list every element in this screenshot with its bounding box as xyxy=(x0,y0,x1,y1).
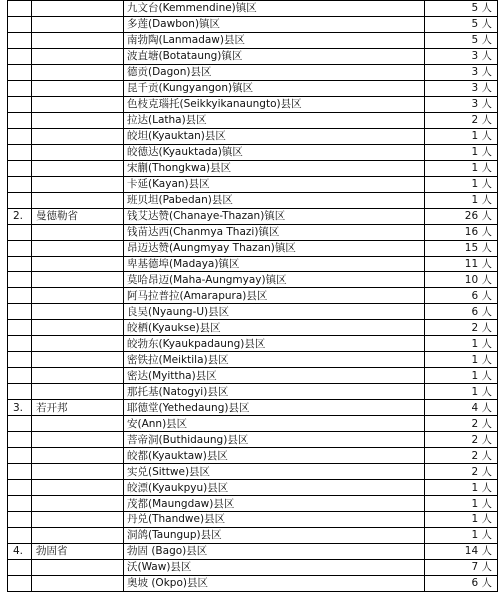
count-cell: 1 人 xyxy=(425,144,498,160)
count-cell: 16 人 xyxy=(425,224,498,240)
table-row xyxy=(8,96,498,112)
district-cell: 沃(Waw)县区 xyxy=(124,559,425,575)
row-number-cell xyxy=(8,144,32,160)
count-cell: 5 人 xyxy=(425,1,498,17)
state-cell xyxy=(32,448,124,464)
table-row xyxy=(8,256,498,272)
count-cell: 3 人 xyxy=(425,96,498,112)
count-cell: 1 人 xyxy=(425,128,498,144)
state-cell xyxy=(32,48,124,64)
table-row xyxy=(8,432,498,448)
district-table xyxy=(7,0,498,592)
row-number-cell xyxy=(8,432,32,448)
row-number-cell xyxy=(8,272,32,288)
row-number-cell xyxy=(8,304,32,320)
table-row xyxy=(8,160,498,176)
row-number-cell xyxy=(8,496,32,512)
district-cell: 阿马拉普拉(Amarapura)县区 xyxy=(124,288,425,304)
state-cell xyxy=(32,288,124,304)
state-cell xyxy=(32,575,124,591)
count-cell: 10 人 xyxy=(425,272,498,288)
row-number-cell xyxy=(8,48,32,64)
count-cell: 1 人 xyxy=(425,352,498,368)
count-cell: 3 人 xyxy=(425,80,498,96)
district-cell: 洞鸽(Taungup)县区 xyxy=(124,527,425,543)
table-row xyxy=(8,575,498,591)
district-cell: 拉达(Latha)县区 xyxy=(124,112,425,128)
row-number-cell xyxy=(8,384,32,400)
state-cell xyxy=(32,432,124,448)
district-cell: 卡延(Kayan)县区 xyxy=(124,176,425,192)
row-number-cell xyxy=(8,192,32,208)
state-cell xyxy=(32,384,124,400)
district-cell: 多莲(Dawbon)镇区 xyxy=(124,16,425,32)
district-cell: 密达(Myittha)县区 xyxy=(124,368,425,384)
state-cell xyxy=(32,352,124,368)
district-cell: 奥坡 (Okpo)县区 xyxy=(124,575,425,591)
count-cell: 1 人 xyxy=(425,527,498,543)
count-cell: 1 人 xyxy=(425,160,498,176)
row-number-cell xyxy=(8,128,32,144)
table-row xyxy=(8,336,498,352)
row-number-cell xyxy=(8,240,32,256)
table-row xyxy=(8,368,498,384)
district-cell: 勃固 (Bago)县区 xyxy=(124,543,425,559)
count-cell: 1 人 xyxy=(425,368,498,384)
state-cell xyxy=(32,144,124,160)
district-cell: 昂迈达赞(Aungmyay Thazan)镇区 xyxy=(124,240,425,256)
count-cell: 1 人 xyxy=(425,384,498,400)
district-cell: 九文台(Kemmendine)镇区 xyxy=(124,1,425,17)
table-row xyxy=(8,288,498,304)
table-row xyxy=(8,1,498,17)
row-number-cell xyxy=(8,256,32,272)
count-cell: 1 人 xyxy=(425,480,498,496)
district-cell: 安(Ann)县区 xyxy=(124,416,425,432)
row-number-cell xyxy=(8,368,32,384)
state-cell xyxy=(32,272,124,288)
count-cell: 26 人 xyxy=(425,208,498,224)
row-number-cell xyxy=(8,559,32,575)
district-cell: 色枝克瑙托(Seikkyikanaungto)县区 xyxy=(124,96,425,112)
count-cell: 2 人 xyxy=(425,432,498,448)
district-cell: 德贡(Dagon)县区 xyxy=(124,64,425,80)
district-cell: 皎栖(Kyaukse)县区 xyxy=(124,320,425,336)
state-cell xyxy=(32,336,124,352)
count-cell: 1 人 xyxy=(425,336,498,352)
count-cell: 15 人 xyxy=(425,240,498,256)
district-cell: 皎德达(Kyauktada)镇区 xyxy=(124,144,425,160)
table-row xyxy=(8,48,498,64)
row-number-cell: 2. xyxy=(8,208,32,224)
table-row xyxy=(8,464,498,480)
count-cell: 1 人 xyxy=(425,192,498,208)
state-cell xyxy=(32,480,124,496)
table-row xyxy=(8,448,498,464)
row-number-cell xyxy=(8,16,32,32)
row-number-cell xyxy=(8,416,32,432)
row-number-cell xyxy=(8,464,32,480)
row-number-cell xyxy=(8,512,32,528)
row-number-cell: 3. xyxy=(8,400,32,416)
state-cell xyxy=(32,16,124,32)
row-number-cell xyxy=(8,224,32,240)
count-cell: 6 人 xyxy=(425,304,498,320)
count-cell: 6 人 xyxy=(425,288,498,304)
table-row xyxy=(8,176,498,192)
row-number-cell xyxy=(8,527,32,543)
table-row xyxy=(8,112,498,128)
district-cell: 班贝坦(Pabedan)县区 xyxy=(124,192,425,208)
state-cell xyxy=(32,240,124,256)
district-cell: 耶德堂(Yethedaung)县区 xyxy=(124,400,425,416)
table-row xyxy=(8,480,498,496)
state-cell xyxy=(32,464,124,480)
state-cell xyxy=(32,64,124,80)
district-cell: 茂都(Maungdaw)县区 xyxy=(124,496,425,512)
row-number-cell xyxy=(8,352,32,368)
district-cell: 波直塘(Botataung)镇区 xyxy=(124,48,425,64)
state-cell xyxy=(32,559,124,575)
state-cell xyxy=(32,96,124,112)
row-number-cell xyxy=(8,160,32,176)
count-cell: 2 人 xyxy=(425,448,498,464)
district-cell: 莫哈昂迈(Maha-Aungmyay)镇区 xyxy=(124,272,425,288)
row-number-cell: 4. xyxy=(8,543,32,559)
table-row xyxy=(8,304,498,320)
district-cell: 皎勃东(Kyaukpadaung)县区 xyxy=(124,336,425,352)
district-cell: 密铁拉(Meiktila)县区 xyxy=(124,352,425,368)
row-number-cell xyxy=(8,176,32,192)
table-row xyxy=(8,416,498,432)
count-cell: 11 人 xyxy=(425,256,498,272)
district-cell: 丹兑(Thandwe)县区 xyxy=(124,512,425,528)
table-row xyxy=(8,32,498,48)
state-cell xyxy=(32,176,124,192)
district-cell: 钱苗达西(Chanmya Thazi)镇区 xyxy=(124,224,425,240)
district-cell: 卑基德埠(Madaya)镇区 xyxy=(124,256,425,272)
table-row xyxy=(8,224,498,240)
district-cell: 昆千贡(Kungyangon)镇区 xyxy=(124,80,425,96)
state-cell: 勃固省 xyxy=(32,543,124,559)
state-cell xyxy=(32,80,124,96)
table-row xyxy=(8,400,498,416)
district-cell: 宋蒯(Thongkwa)县区 xyxy=(124,160,425,176)
table-row xyxy=(8,527,498,543)
table-row xyxy=(8,192,498,208)
state-cell xyxy=(32,32,124,48)
table-row xyxy=(8,352,498,368)
count-cell: 3 人 xyxy=(425,48,498,64)
state-cell xyxy=(32,1,124,17)
state-cell xyxy=(32,368,124,384)
table-row xyxy=(8,512,498,528)
count-cell: 1 人 xyxy=(425,496,498,512)
table-row xyxy=(8,80,498,96)
count-cell: 4 人 xyxy=(425,400,498,416)
table-row xyxy=(8,272,498,288)
table-row xyxy=(8,144,498,160)
district-cell: 钱艾达赞(Chanaye-Thazan)镇区 xyxy=(124,208,425,224)
row-number-cell xyxy=(8,80,32,96)
count-cell: 1 人 xyxy=(425,512,498,528)
table-row xyxy=(8,384,498,400)
district-cell: 那托基(Natogyi)县区 xyxy=(124,384,425,400)
state-cell xyxy=(32,320,124,336)
row-number-cell xyxy=(8,575,32,591)
table-row xyxy=(8,64,498,80)
table-row xyxy=(8,320,498,336)
state-cell xyxy=(32,416,124,432)
district-cell: 良吴(Nyaung-U)县区 xyxy=(124,304,425,320)
row-number-cell xyxy=(8,1,32,17)
row-number-cell xyxy=(8,112,32,128)
table-row xyxy=(8,240,498,256)
table-row xyxy=(8,559,498,575)
row-number-cell xyxy=(8,32,32,48)
state-cell xyxy=(32,256,124,272)
district-cell: 皎漂(Kyaukpyu)县区 xyxy=(124,480,425,496)
count-cell: 7 人 xyxy=(425,559,498,575)
count-cell: 14 人 xyxy=(425,543,498,559)
count-cell: 6 人 xyxy=(425,575,498,591)
state-cell xyxy=(32,112,124,128)
district-cell: 皎都(Kyauktaw)县区 xyxy=(124,448,425,464)
state-cell xyxy=(32,496,124,512)
row-number-cell xyxy=(8,96,32,112)
count-cell: 3 人 xyxy=(425,64,498,80)
district-cell: 南勃陶(Lanmadaw)县区 xyxy=(124,32,425,48)
state-cell xyxy=(32,527,124,543)
district-cell: 实兑(Sittwe)县区 xyxy=(124,464,425,480)
count-cell: 5 人 xyxy=(425,32,498,48)
state-cell xyxy=(32,128,124,144)
table-row xyxy=(8,16,498,32)
count-cell: 2 人 xyxy=(425,320,498,336)
table-row xyxy=(8,128,498,144)
count-cell: 2 人 xyxy=(425,112,498,128)
row-number-cell xyxy=(8,448,32,464)
row-number-cell xyxy=(8,480,32,496)
state-cell xyxy=(32,224,124,240)
table-row xyxy=(8,543,498,559)
state-cell: 若开邦 xyxy=(32,400,124,416)
count-cell: 1 人 xyxy=(425,176,498,192)
count-cell: 2 人 xyxy=(425,416,498,432)
row-number-cell xyxy=(8,64,32,80)
state-cell xyxy=(32,192,124,208)
table-row xyxy=(8,496,498,512)
district-cell: 菩帝洞(Buthidaung)县区 xyxy=(124,432,425,448)
district-table-body xyxy=(8,1,498,592)
district-cell: 皎坦(Kyauktan)县区 xyxy=(124,128,425,144)
row-number-cell xyxy=(8,288,32,304)
row-number-cell xyxy=(8,336,32,352)
state-cell xyxy=(32,304,124,320)
count-cell: 2 人 xyxy=(425,464,498,480)
table-row xyxy=(8,208,498,224)
count-cell: 5 人 xyxy=(425,16,498,32)
state-cell xyxy=(32,160,124,176)
state-cell: 曼德勒省 xyxy=(32,208,124,224)
row-number-cell xyxy=(8,320,32,336)
state-cell xyxy=(32,512,124,528)
